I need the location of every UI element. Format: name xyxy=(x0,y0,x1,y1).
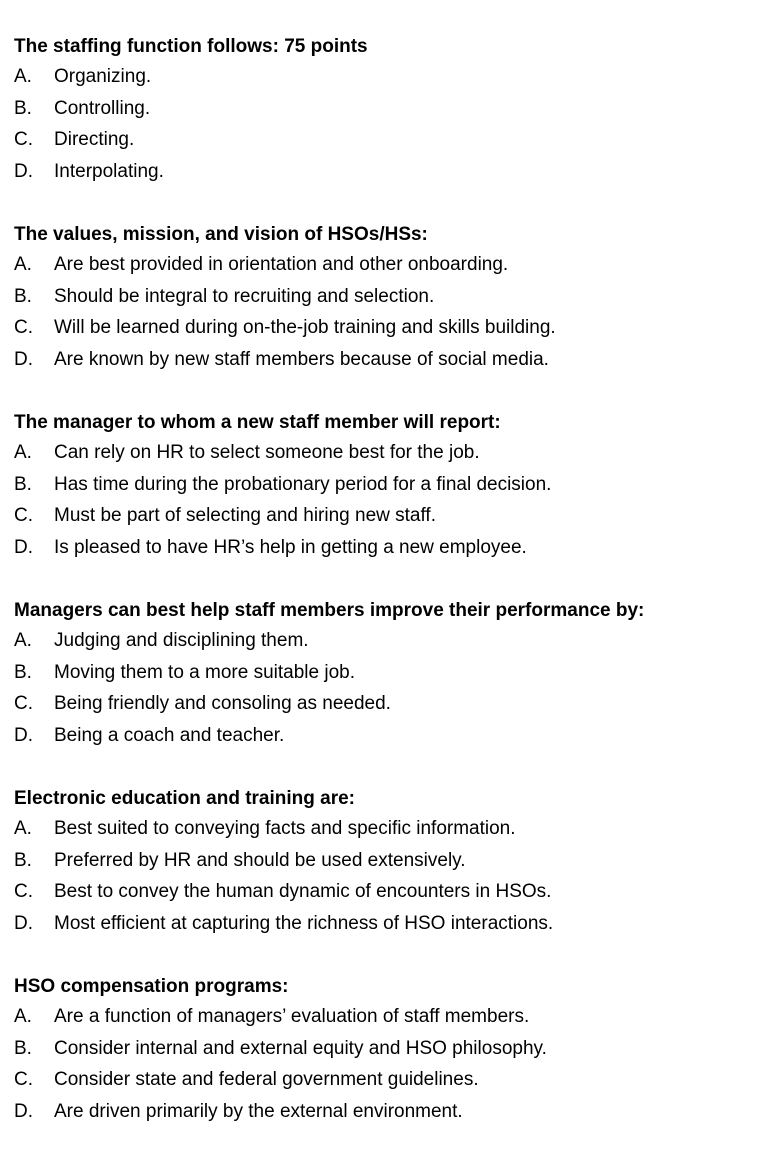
option-letter: A. xyxy=(14,630,32,651)
option-text: Being a coach and teacher. xyxy=(54,724,285,746)
answer-option-b[interactable] xyxy=(14,96,754,128)
answer-option-c[interactable] xyxy=(14,879,754,911)
option-letter: B. xyxy=(14,285,32,307)
answer-option-d[interactable] xyxy=(14,723,754,755)
option-letter: D. xyxy=(14,160,33,182)
option-text: Are best provided in orientation and other onboarding. xyxy=(54,254,509,275)
answer-option-c[interactable] xyxy=(14,691,754,723)
answer-option-a[interactable] xyxy=(14,440,754,472)
option-text: Organizing. xyxy=(54,66,152,87)
option-text: Are a function of managers’ evaluation of staff members. xyxy=(54,1006,530,1027)
option-text: Are known by new staff members because of social media. xyxy=(54,348,549,370)
answer-option-d[interactable] xyxy=(14,535,754,567)
option-letter: A. xyxy=(14,66,32,87)
option-letter: B. xyxy=(14,1037,32,1059)
option-text: Are driven primarily by the external environment. xyxy=(54,1100,463,1122)
option-text: Directing. xyxy=(54,129,135,150)
option-text: Interpolating. xyxy=(54,160,164,182)
option-letter: C. xyxy=(14,505,33,526)
answer-option-a[interactable] xyxy=(14,1004,754,1036)
option-letter: B. xyxy=(14,473,32,495)
option-letter: D. xyxy=(14,724,33,746)
question-stem: Electronic education and training are: xyxy=(14,788,356,809)
option-letter: A. xyxy=(14,442,32,463)
answer-option-c[interactable] xyxy=(14,315,754,347)
question-stem: The values, mission, and vision of HSOs/HSs: xyxy=(14,224,428,245)
answer-option-a[interactable] xyxy=(14,628,754,660)
option-text: Consider internal and external equity and HSO philosophy. xyxy=(54,1037,547,1059)
option-letter: B. xyxy=(14,97,32,119)
option-letter: A. xyxy=(14,818,32,839)
answer-option-b[interactable] xyxy=(14,472,754,504)
answer-option-c[interactable] xyxy=(14,127,754,159)
option-text: Being friendly and consoling as needed. xyxy=(54,693,391,714)
option-letter: C. xyxy=(14,693,33,714)
quiz-document xyxy=(14,34,754,1130)
option-text: Controlling. xyxy=(54,97,151,119)
answer-option-a[interactable] xyxy=(14,816,754,848)
answer-option-c[interactable] xyxy=(14,1067,754,1099)
option-text: Most efficient at capturing the richness of HSO interactions. xyxy=(54,912,554,934)
answer-option-a[interactable] xyxy=(14,64,754,96)
option-text: Should be integral to recruiting and selection. xyxy=(54,285,435,307)
option-text: Judging and disciplining them. xyxy=(54,630,309,651)
option-text: Has time during the probationary period for a final decision. xyxy=(54,473,552,495)
option-letter: D. xyxy=(14,536,33,558)
question-stem: The manager to whom a new staff member will report: xyxy=(14,412,501,433)
question-6 xyxy=(14,974,754,1130)
answer-option-b[interactable] xyxy=(14,848,754,880)
option-letter: D. xyxy=(14,348,33,370)
option-text: Preferred by HR and should be used extensively. xyxy=(54,849,466,871)
question-5 xyxy=(14,786,754,942)
option-text: Best suited to conveying facts and specific information. xyxy=(54,818,516,839)
option-text: Is pleased to have HR’s help in getting a new employee. xyxy=(54,536,527,558)
answer-option-d[interactable] xyxy=(14,911,754,943)
option-letter: C. xyxy=(14,317,33,338)
answer-option-d[interactable] xyxy=(14,159,754,191)
question-stem: The staffing function follows: 75 points xyxy=(14,36,368,57)
answer-option-c[interactable] xyxy=(14,503,754,535)
question-2 xyxy=(14,222,754,378)
option-letter: C. xyxy=(14,129,33,150)
option-letter: C. xyxy=(14,881,33,902)
option-text: Must be part of selecting and hiring new staff. xyxy=(54,505,436,526)
option-letter: D. xyxy=(14,1100,33,1122)
option-letter: B. xyxy=(14,661,32,683)
option-text: Best to convey the human dynamic of encounters in HSOs. xyxy=(54,881,552,902)
answer-option-a[interactable] xyxy=(14,252,754,284)
answer-option-d[interactable] xyxy=(14,347,754,379)
option-text: Moving them to a more suitable job. xyxy=(54,661,355,683)
option-text: Will be learned during on-the-job training and skills building. xyxy=(54,317,556,338)
answer-option-b[interactable] xyxy=(14,284,754,316)
question-stem: HSO compensation programs: xyxy=(14,976,289,997)
option-letter: A. xyxy=(14,254,32,275)
question-1 xyxy=(14,34,754,190)
option-letter: D. xyxy=(14,912,33,934)
answer-option-d[interactable] xyxy=(14,1099,754,1131)
option-letter: C. xyxy=(14,1069,33,1090)
answer-option-b[interactable] xyxy=(14,660,754,692)
option-text: Consider state and federal government guidelines. xyxy=(54,1069,479,1090)
answer-option-b[interactable] xyxy=(14,1036,754,1068)
question-stem: Managers can best help staff members improve their performance by: xyxy=(14,600,645,621)
option-letter: B. xyxy=(14,849,32,871)
option-letter: A. xyxy=(14,1006,32,1027)
option-text: Can rely on HR to select someone best for the job. xyxy=(54,442,480,463)
question-4 xyxy=(14,598,754,754)
question-3 xyxy=(14,410,754,566)
